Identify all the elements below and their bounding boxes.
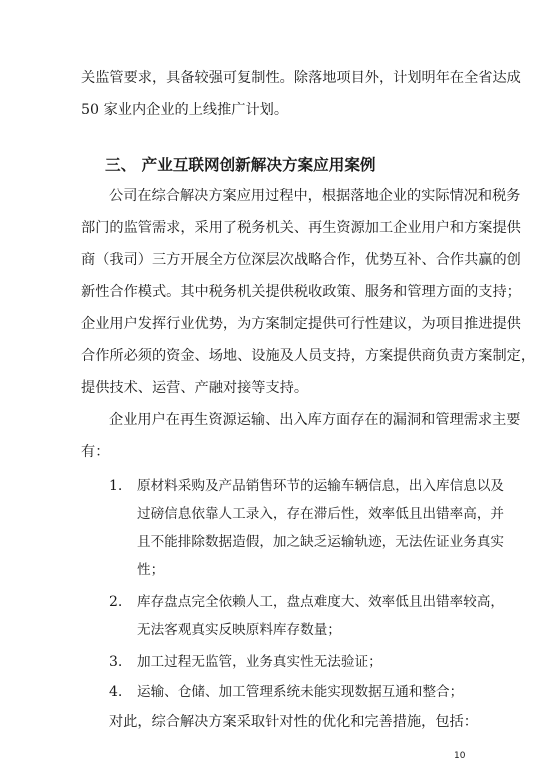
list-item-line: 库存盘点完全依赖人工，盘点难度大、效率低且出错率较高，	[137, 594, 505, 610]
list-item-line: 加工过程无监管，业务真实性无法验证；	[137, 654, 382, 670]
list-item-line: 且不能排除数据造假，加之缺乏运输轨迹，无法佐证业务真实	[137, 534, 505, 550]
paragraph-line: 企业用户在再生资源运输、出入库方面存在的漏洞和管理需求主要	[109, 412, 521, 428]
page-number: 10	[454, 751, 466, 761]
paragraph-line: 企业用户发挥行业优势，为方案制定提供可行性建议，为项目推进提供	[81, 316, 521, 332]
list-item-number: 2.	[109, 594, 123, 610]
paragraph-line: 合作所必须的资金、场地、设施及人员支持，方案提供商负责方案制定，	[81, 348, 536, 364]
list-item-line: 运输、仓储、加工管理系统未能实现数据互通和整合；	[137, 684, 464, 700]
list-item-number: 1.	[109, 478, 123, 494]
paragraph-line: 公司在综合解决方案应用过程中，根据落地企业的实际情况和税务	[109, 188, 521, 204]
list-item-line: 原材料采购及产品销售环节的运输车辆信息，出入库信息以及	[137, 478, 505, 494]
paragraph-line: 提供技术、运营、产融对接等支持。	[81, 380, 309, 396]
section-heading: 三、 产业互联网创新解决方案应用案例	[105, 156, 376, 174]
paragraph-line: 商（我司）三方开展全方位深层次战略合作，优势互补、合作共赢的创	[81, 252, 521, 268]
list-item-line: 性；	[137, 562, 165, 578]
list-item-number: 3.	[109, 654, 123, 670]
closing-line: 对此，综合解决方案采取针对性的优化和完善措施，包括：	[109, 714, 478, 730]
list-item-line: 过磅信息依靠人工录入，存在滞后性，效率低且出错率高，并	[137, 506, 505, 522]
intro-line: 关监管要求，具备较强可复制性。除落地项目外，计划明年在全省达成	[81, 70, 521, 86]
paragraph-line: 部门的监管需求，采用了税务机关、再生资源加工企业用户和方案提供	[81, 220, 521, 236]
intro-line: 50 家业内企业的上线推广计划。	[81, 102, 289, 118]
paragraph-line: 有：	[81, 444, 110, 460]
list-item-line: 无法客观真实反映原料库存数量；	[137, 622, 341, 638]
list-item-number: 4.	[109, 684, 123, 700]
paragraph-line: 新性合作模式。其中税务机关提供税收政策、服务和管理方面的支持；	[81, 284, 521, 300]
